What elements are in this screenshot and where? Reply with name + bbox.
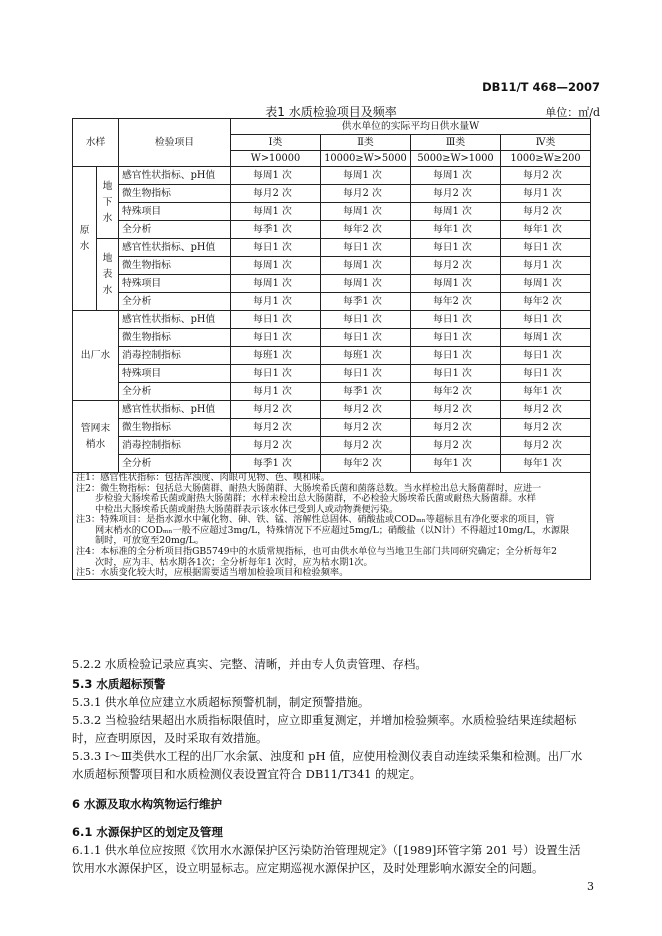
table-title: 表1 水质检验项目及频率 <box>265 105 397 119</box>
frequency-cell: 每年1 次 <box>501 221 591 239</box>
table-row <box>73 419 591 437</box>
table-row <box>73 437 591 455</box>
groundwater-label-char: 下 <box>102 196 113 208</box>
frequency-cell: 每周1 次 <box>231 275 321 293</box>
frequency-cell: 每周1 次 <box>231 167 321 185</box>
note-cont-line: 步检验大肠埃希氏菌或耐热大肠菌群；水样未检出总大肠菌群，不必检验大肠埃希氏菌或耐热大肠菌群。水样 <box>95 493 536 505</box>
frequency-cell: 每日1 次 <box>501 311 591 329</box>
frequency-cell: 每月2 次 <box>411 185 501 203</box>
frequency-cell: 每月1 次 <box>501 257 591 275</box>
frequency-cell: 每月2 次 <box>321 419 411 437</box>
frequency-cell: 每年2 次 <box>321 455 411 473</box>
table-row <box>73 257 591 275</box>
frequency-cell: 每季1 次 <box>231 221 321 239</box>
frequency-cell: 每年2 次 <box>411 293 501 311</box>
table-row <box>73 239 591 257</box>
class-name: Ⅱ类 <box>321 135 411 151</box>
note-first-line: 注3：特殊项目：是指水源水中氟化物、砷、铁、锰、溶解性总固体、硝酸盐或CODₘₙ等超标且有净化要求的项目，管 <box>76 514 555 526</box>
frequency-cell: 每周1 次 <box>321 275 411 293</box>
table-row <box>73 275 591 293</box>
heading-5-3: 5.3 水质超标预警 <box>72 677 166 691</box>
body-section <box>72 655 602 877</box>
network-water-label <box>73 401 119 473</box>
class-name: Ⅲ类 <box>411 135 501 151</box>
note-first-line: 注1：感官性状指标：包括浑浊度、肉眼可见物、色、嗅和味。 <box>76 472 330 483</box>
document-id: DB11/T 468—2007 <box>482 80 600 94</box>
item-cell: 特殊项目 <box>119 365 231 383</box>
frequency-cell: 每周1 次 <box>231 257 321 275</box>
item-cell: 感官性状指标、pH值 <box>119 239 231 257</box>
frequency-cell: 每年2 次 <box>321 221 411 239</box>
class-range: 5000≥W>1000 <box>411 151 501 167</box>
surfacewater-label-char: 表 <box>102 268 113 280</box>
frequency-cell: 每日1 次 <box>501 365 591 383</box>
frequency-cell: 每年1 次 <box>411 221 501 239</box>
frequency-cell: 每日1 次 <box>411 365 501 383</box>
table-notes <box>73 473 591 580</box>
frequency-cell: 每日1 次 <box>231 239 321 257</box>
header-item: 检验项目 <box>119 119 231 167</box>
note-cont-line: 中检出大肠埃希氏菌或耐热大肠菌群表示该水体已受到人或动物粪便污染。 <box>95 503 399 515</box>
header-supply-group: 供水单位的实际平均日供水量W <box>231 119 591 135</box>
finished-water-label: 出厂水 <box>73 311 119 401</box>
frequency-cell: 每周1 次 <box>231 203 321 221</box>
para-6-1-1-line2: 饮用水水源保护区，设立明显标志。应定期巡视水源保护区，及时处理影响水源安全的问题。 <box>72 861 544 875</box>
item-cell: 微生物指标 <box>119 419 231 437</box>
frequency-cell: 每月2 次 <box>501 167 591 185</box>
frequency-cell: 每班1 次 <box>231 347 321 365</box>
frequency-cell: 每日1 次 <box>321 239 411 257</box>
frequency-cell: 每月2 次 <box>321 185 411 203</box>
para-6-1-1-line1: 6.1.1 供水单位应按照《饮用水水源保护区污染防治管理规定》（[1989]环管字第 201 号）设置生活 <box>72 843 581 857</box>
note-cont-line: 网末梢水的CODₘₙ一般不应超过3mg/L，特殊情况下不应超过5mg/L；硝酸盐（以N计）不得超过10mg/L，水源限 <box>95 524 570 536</box>
frequency-cell: 每周1 次 <box>321 257 411 275</box>
table-row <box>73 185 591 203</box>
table-row <box>73 221 591 239</box>
raw-water-label <box>73 167 97 311</box>
frequency-cell: 每日1 次 <box>321 365 411 383</box>
table-row <box>73 203 591 221</box>
class-range: 10000≥W>5000 <box>321 151 411 167</box>
frequency-cell: 每月2 次 <box>501 419 591 437</box>
frequency-cell: 每日1 次 <box>501 347 591 365</box>
frequency-cell: 每月2 次 <box>411 257 501 275</box>
frequency-cell: 每年1 次 <box>501 383 591 401</box>
network-water-label-char: 管网末 <box>80 422 111 434</box>
para-5-2-2: 5.2.2 水质检验记录应真实、完整、清晰，并由专人负责管理、存档。 <box>72 657 427 671</box>
table-header-row <box>73 119 591 135</box>
frequency-cell: 每班1 次 <box>321 347 411 365</box>
frequency-cell: 每月2 次 <box>501 437 591 455</box>
frequency-cell: 每日1 次 <box>231 329 321 347</box>
frequency-cell: 每月1 次 <box>501 185 591 203</box>
item-cell: 全分析 <box>119 221 231 239</box>
item-cell: 感官性状指标、pH值 <box>119 167 231 185</box>
frequency-cell: 每月2 次 <box>411 419 501 437</box>
frequency-cell: 每年2 次 <box>411 383 501 401</box>
item-cell: 感官性状指标、pH值 <box>119 401 231 419</box>
frequency-cell: 每周1 次 <box>411 167 501 185</box>
frequency-cell: 每日1 次 <box>231 311 321 329</box>
frequency-cell: 每月2 次 <box>321 401 411 419</box>
frequency-cell: 每周1 次 <box>411 275 501 293</box>
network-water-label-char: 梢水 <box>85 438 106 450</box>
note <box>76 515 587 547</box>
item-cell: 感官性状指标、pH值 <box>119 311 231 329</box>
page-number: 3 <box>587 880 594 893</box>
item-cell: 消毒控制指标 <box>119 437 231 455</box>
header-sample: 水样 <box>73 119 119 167</box>
table-row <box>73 167 591 185</box>
item-cell: 微生物指标 <box>119 257 231 275</box>
note-first-line: 注5：水质变化较大时，应根据需要适当增加检验项目和检验频率。 <box>76 567 349 579</box>
frequency-cell: 每周1 次 <box>501 275 591 293</box>
para-5-3-1: 5.3.1 供水单位应建立水质超标预警机制，制定预警措施。 <box>72 695 370 709</box>
para-5-3-2-line2: 时，应查明原因，及时采取有效措施。 <box>72 731 268 745</box>
frequency-cell: 每季1 次 <box>321 293 411 311</box>
item-cell: 特殊项目 <box>119 275 231 293</box>
frequency-cell: 每周1 次 <box>321 203 411 221</box>
frequency-cell: 每月2 次 <box>231 437 321 455</box>
groundwater-label-char: 地 <box>102 180 113 192</box>
item-cell: 特殊项目 <box>119 203 231 221</box>
surfacewater-label-char: 地 <box>102 252 113 264</box>
frequency-cell: 每月2 次 <box>321 437 411 455</box>
item-cell: 全分析 <box>119 383 231 401</box>
class-range: W>10000 <box>231 151 321 167</box>
table-row <box>73 383 591 401</box>
frequency-cell: 每月2 次 <box>231 419 321 437</box>
table-row <box>73 293 591 311</box>
frequency-cell: 每季1 次 <box>321 383 411 401</box>
note-first-line: 注4：本标准的全分析项目指GB5749中的水质常规指标，也可由供水单位与当地卫生部门共同研究确定；全分析每年2 <box>76 546 557 558</box>
frequency-cell: 每月2 次 <box>231 401 321 419</box>
table-row <box>73 401 591 419</box>
table-row <box>73 347 591 365</box>
raw-water-label-char: 原 <box>79 224 90 236</box>
class-name: Ⅳ类 <box>501 135 591 151</box>
frequency-cell: 每日1 次 <box>321 311 411 329</box>
frequency-cell: 每月2 次 <box>231 185 321 203</box>
table-row <box>73 365 591 383</box>
table-row <box>73 311 591 329</box>
note-first-line: 注2：微生物指标：包括总大肠菌群、耐热大肠菌群、大肠埃希氏菌和菌落总数。当水样检出总大肠菌群时，应进一 <box>76 482 542 494</box>
note <box>76 547 587 568</box>
class-name: Ⅰ类 <box>231 135 321 151</box>
table-row <box>73 455 591 473</box>
frequency-cell: 每日1 次 <box>411 239 501 257</box>
item-cell: 微生物指标 <box>119 329 231 347</box>
para-5-3-3-line1: 5.3.3 Ⅰ～Ⅲ类供水工程的出厂水余氯、浊度和 pH 值，应使用检测仪表自动连续采集和检测。出厂水 <box>72 749 583 763</box>
item-cell: 微生物指标 <box>119 185 231 203</box>
item-cell: 消毒控制指标 <box>119 347 231 365</box>
frequency-cell: 每月2 次 <box>501 203 591 221</box>
item-cell: 全分析 <box>119 455 231 473</box>
frequency-cell: 每月2 次 <box>501 401 591 419</box>
heading-6: 6 水源及取水构筑物运行维护 <box>72 797 223 811</box>
frequency-cell: 每月1 次 <box>231 383 321 401</box>
table-row <box>73 329 591 347</box>
note <box>76 568 587 579</box>
inspection-frequency-table <box>72 118 591 580</box>
groundwater-label <box>97 167 119 239</box>
surfacewater-label <box>97 239 119 311</box>
frequency-cell: 每日1 次 <box>231 365 321 383</box>
frequency-cell: 每周1 次 <box>411 203 501 221</box>
para-5-3-2-line1: 5.3.2 当检验结果超出水质指标限值时，应立即重复测定，并增加检验频率。水质检验结果连续超标 <box>72 713 577 727</box>
frequency-cell: 每日1 次 <box>411 347 501 365</box>
para-5-3-3-line2: 水质超标预警项目和水质检测仪表设置宜符合 DB11/T341 的规定。 <box>72 767 422 781</box>
frequency-cell: 每周1 次 <box>501 329 591 347</box>
frequency-cell: 每日1 次 <box>501 239 591 257</box>
frequency-cell: 每年2 次 <box>501 293 591 311</box>
frequency-cell: 每日1 次 <box>321 329 411 347</box>
surfacewater-label-char: 水 <box>102 284 113 296</box>
notes-row <box>73 473 591 580</box>
frequency-cell: 每日1 次 <box>411 311 501 329</box>
frequency-cell: 每年1 次 <box>501 455 591 473</box>
frequency-cell: 每月1 次 <box>231 293 321 311</box>
groundwater-label-char: 水 <box>102 212 113 224</box>
frequency-cell: 每日1 次 <box>411 329 501 347</box>
class-range: 1000≥W≥200 <box>501 151 591 167</box>
frequency-cell: 每月2 次 <box>411 437 501 455</box>
frequency-cell: 每月2 次 <box>411 401 501 419</box>
note-cont-line: 次时，应为丰、枯水期各1次；全分析每年1 次时，应为枯水期1次。 <box>95 556 373 568</box>
frequency-cell: 每季1 次 <box>231 455 321 473</box>
heading-6-1: 6.1 水源保护区的划定及管理 <box>72 825 223 839</box>
item-cell: 全分析 <box>119 293 231 311</box>
table-unit: 单位：㎡/d <box>545 106 600 119</box>
frequency-cell: 每周1 次 <box>321 167 411 185</box>
raw-water-label-char: 水 <box>79 240 90 252</box>
note <box>76 484 587 516</box>
frequency-cell: 每年1 次 <box>411 455 501 473</box>
note-cont-line: 制时，可放宽至20mg/L。 <box>95 535 204 547</box>
